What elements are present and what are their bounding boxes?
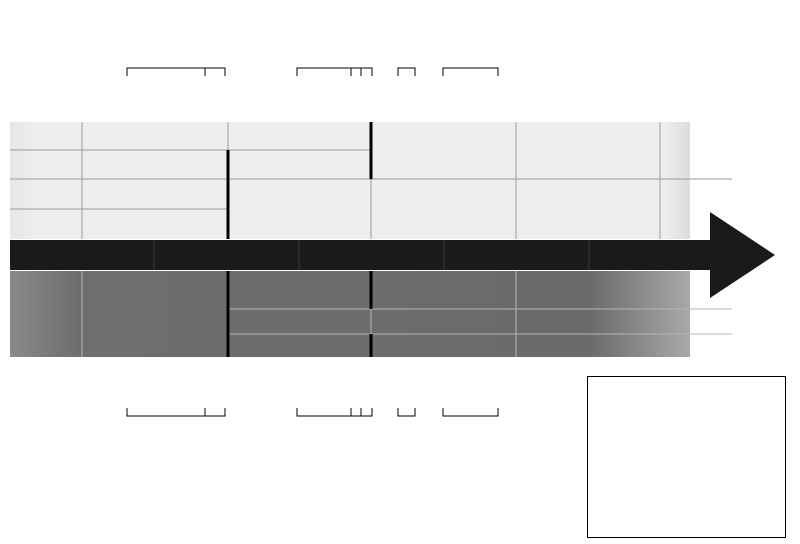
rc2-cell-vet3: [516, 309, 660, 334]
rc2-cell-vet2-b: [516, 334, 660, 357]
bottom-wave-brackets: [127, 408, 498, 416]
year-2020: [476, 240, 556, 270]
year-2019: [331, 240, 411, 270]
rc1-cell-preschool-b: [228, 122, 371, 150]
rc2-cell-gen-ed-a: [228, 271, 371, 309]
rc1-cell-homecare-b: [82, 209, 228, 239]
year-2021: [621, 240, 701, 270]
rc1-cell-grade1-b: [228, 179, 371, 239]
rc2-cell-gen-ed-c: [516, 271, 660, 309]
rc1-cell-grade1-a: [371, 122, 516, 179]
rc2-cell-lower-secondary: [82, 271, 228, 357]
legend: [587, 376, 786, 538]
year-2018: [186, 240, 266, 270]
rc2-cell-transition: [228, 334, 371, 357]
rc1-cell-grade2-a: [516, 122, 660, 179]
rc1-cell-grade3: [516, 179, 660, 239]
rc1-cell-homecare-a: [82, 150, 228, 179]
rc2-cell-gen-ed-b: [371, 271, 516, 309]
year-2017: [40, 240, 120, 270]
rc1-cell-preschool-a: [82, 122, 228, 150]
top-wave-brackets: [127, 68, 498, 76]
rc1-cell-grade2-b: [371, 179, 516, 239]
rc1-cell-preschool-c: [228, 150, 371, 179]
rc2-cell-vet1-a: [228, 309, 371, 334]
rc2-cell-vet1-b: [371, 334, 516, 357]
rc2-cell-vet2-a: [371, 309, 516, 334]
rc1-cell-preschool-d: [82, 179, 228, 209]
